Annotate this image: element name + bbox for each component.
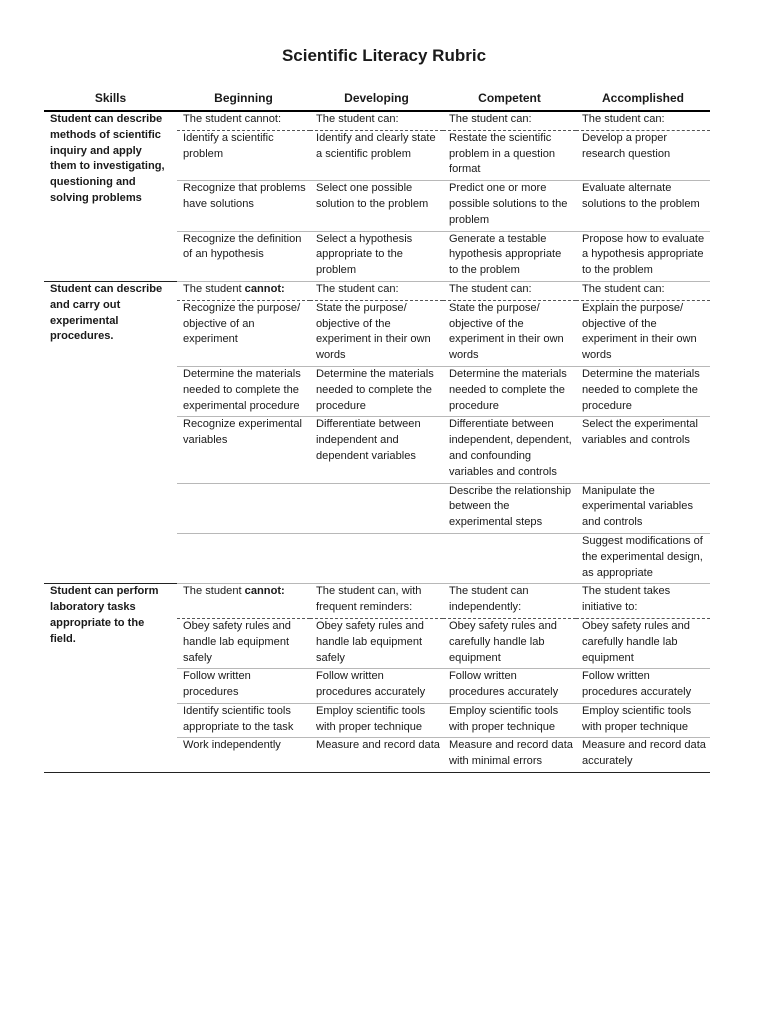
developing-cell: The student can: [310,111,443,130]
developing-cell: Obey safety rules and handle lab equipment safely [310,618,443,668]
accomplished-cell: Evaluate alternate solutions to the problem [576,181,710,231]
accomplished-cell: The student can: [576,111,710,130]
competent-cell [443,533,576,583]
beginning-cell: Recognize the purpose/ objective of an experiment [177,300,310,366]
accomplished-cell: Explain the purpose/ objective of the experiment in their own words [576,300,710,366]
accomplished-cell: Measure and record data accurately [576,738,710,773]
header-skills: Skills [44,88,177,111]
competent-cell: Measure and record data with minimal errors [443,738,576,773]
competent-cell: Follow written procedures accurately [443,669,576,704]
developing-cell: Measure and record data [310,738,443,773]
competent-cell: Restate the scientific problem in a question format [443,130,576,180]
accomplished-cell: Obey safety rules and carefully handle lab equipment [576,618,710,668]
lead-text: The student [183,585,245,598]
header-developing: Developing [310,88,443,111]
beginning-cell: Determine the materials needed to complete the experimental procedure [177,366,310,416]
lead-emphasis: cannot: [244,585,285,598]
header-row [44,88,710,111]
competent-cell: Obey safety rules and carefully handle lab equipment [443,618,576,668]
header-competent: Competent [443,88,576,111]
accomplished-cell: The student takes initiative to: [576,584,710,619]
accomplished-cell: Manipulate the experimental variables and controls [576,483,710,533]
accomplished-cell: Propose how to evaluate a hypothesis appropriate to the problem [576,231,710,281]
beginning-cell: Recognize that problems have solutions [177,181,310,231]
competent-cell: The student can: [443,111,576,130]
developing-cell: Follow written procedures accurately [310,669,443,704]
beginning-cell: The student cannot: [177,111,310,130]
beginning-cell: Follow written procedures [177,669,310,704]
beginning-cell: Work independently [177,738,310,773]
competent-cell: Predict one or more possible solutions to the problem [443,181,576,231]
developing-cell: The student can: [310,281,443,300]
competent-cell: Differentiate between independent, dependent, and confounding variables and controls [443,417,576,483]
competent-cell: Employ scientific tools with proper technique [443,703,576,738]
lead-emphasis: cannot: [244,282,285,295]
developing-cell: Employ scientific tools with proper technique [310,703,443,738]
skill-cell: Student can perform laboratory tasks appropriate to the field. [44,584,177,773]
table-row [44,584,710,619]
developing-cell: Identify and clearly state a scientific problem [310,130,443,180]
rubric-table [44,88,710,773]
beginning-cell [177,281,310,300]
developing-cell [310,533,443,583]
developing-cell: Differentiate between independent and dependent variables [310,417,443,483]
beginning-cell: Recognize experimental variables [177,417,310,483]
page-title: Scientific Literacy Rubric [281,46,487,65]
developing-cell: Select one possible solution to the problem [310,181,443,231]
accomplished-cell: Select the experimental variables and controls [576,417,710,483]
accomplished-cell: Employ scientific tools with proper technique [576,703,710,738]
skill-cell: Student can describe and carry out experimental procedures. [44,281,177,583]
beginning-cell: Identify a scientific problem [177,130,310,180]
header-accomplished: Accomplished [576,88,710,111]
competent-cell: Generate a testable hypothesis appropriate to the problem [443,231,576,281]
beginning-cell: Recognize the definition of an hypothesis [177,231,310,281]
competent-cell: Determine the materials needed to complete the procedure [443,366,576,416]
competent-cell: Describe the relationship between the experimental steps [443,483,576,533]
skill-cell: Student can describe methods of scientific inquiry and apply them to investigating, questioning and solving problems [50,113,165,204]
beginning-cell [177,483,310,533]
beginning-cell [177,533,310,583]
developing-cell: State the purpose/ objective of the experiment in their own words [310,300,443,366]
beginning-cell: Identify scientific tools appropriate to the task [177,703,310,738]
developing-cell: The student can, with frequent reminders: [310,584,443,619]
developing-cell: Select a hypothesis appropriate to the problem [310,231,443,281]
developing-cell: Determine the materials needed to complete the procedure [310,366,443,416]
table-row [44,281,710,300]
competent-cell: The student can: [443,281,576,300]
accomplished-cell: Determine the materials needed to complete the procedure [576,366,710,416]
table-row [44,111,710,130]
accomplished-cell: Develop a proper research question [576,130,710,180]
accomplished-cell: The student can: [576,281,710,300]
competent-cell: The student can independently: [443,584,576,619]
developing-cell [310,483,443,533]
accomplished-cell: Suggest modifications of the experimental design, as appropriate [576,533,710,583]
header-beginning: Beginning [177,88,310,111]
lead-text: The student [183,282,245,295]
accomplished-cell: Follow written procedures accurately [576,669,710,704]
beginning-cell: Obey safety rules and handle lab equipment safely [177,618,310,668]
competent-cell: State the purpose/ objective of the experiment in their own words [443,300,576,366]
beginning-cell [177,584,310,619]
